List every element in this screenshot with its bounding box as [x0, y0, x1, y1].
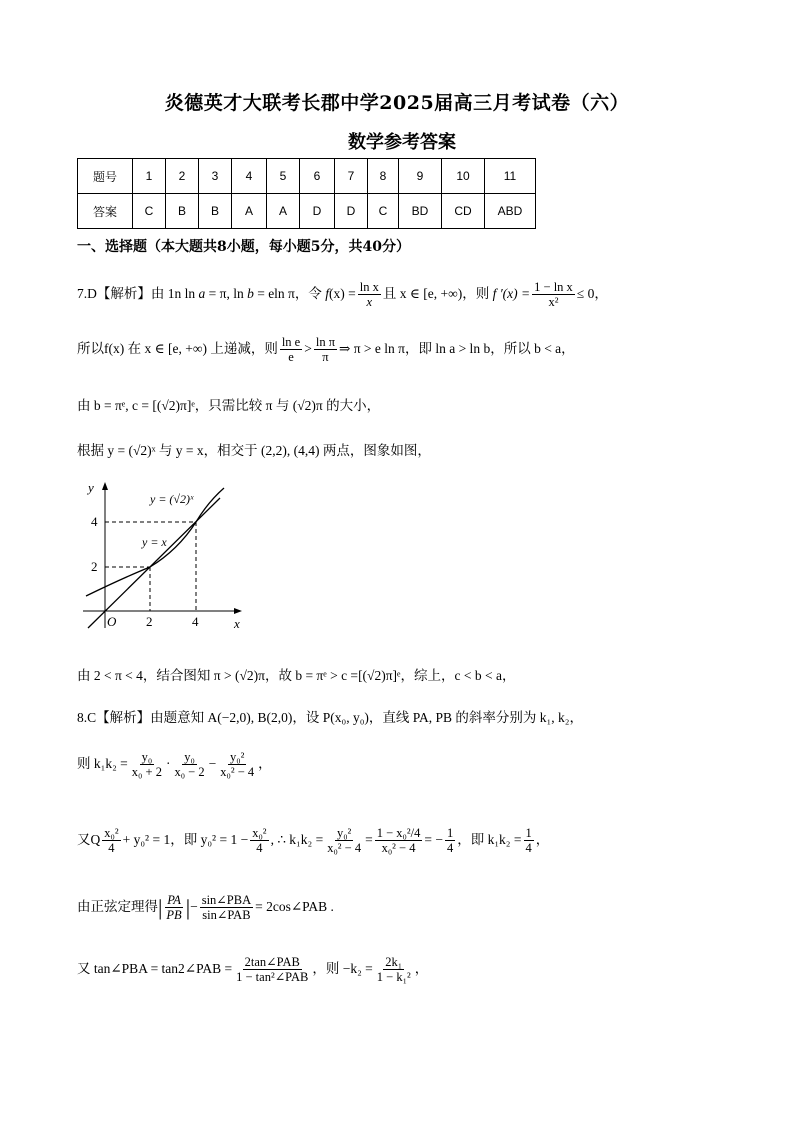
q8-line-5 [77, 955, 428, 985]
fraction: $\frac{\text{y₀}}{\text{x₀ + 2}}$ [131, 750, 162, 780]
text: f ′(x) = [492, 285, 531, 301]
table-cell: 5 [267, 159, 300, 194]
table-cell: 1 [133, 159, 166, 194]
table-cell: 6 [300, 159, 335, 194]
fraction: $\frac{1}{4}$ [525, 826, 532, 856]
q8-line-3 [77, 826, 549, 856]
x-axis-arrow [234, 608, 242, 614]
fraction: $\frac{\text{ln e}}{e}$ [281, 335, 301, 365]
fraction: $\frac{\text{2k₁}}{\text{1 − k₁²}}$ [376, 955, 411, 985]
table-cell: 8 [368, 159, 399, 194]
text: − [208, 755, 217, 771]
table-cell: 7 [335, 159, 368, 194]
text: = − [424, 831, 443, 847]
table-row [78, 159, 536, 194]
line-y-equals-x [88, 498, 220, 628]
text: 由 1n ln [150, 285, 196, 301]
text: = π, ln [208, 285, 244, 301]
text: 又 tan∠PBA = tan2∠PAB = [77, 960, 233, 976]
text: > [304, 340, 312, 356]
table-cell: B [166, 194, 199, 229]
table-cell: BD [399, 194, 442, 229]
fraction: $\frac{\text{x₀²}}{4}$ [104, 826, 119, 856]
text: (x) = [329, 285, 356, 301]
page-title: 炎德英才大联考长郡中学2025届高三月考试卷（六） [164, 92, 630, 114]
section-heading: 一、选择题（本大题共8小题，每小题5分，共40分） [77, 239, 410, 255]
table-row [78, 194, 536, 229]
table-cell: 4 [232, 159, 267, 194]
text: − [190, 898, 198, 914]
table-cell: CD [442, 194, 485, 229]
table-cell: 答案 [78, 194, 133, 229]
q8-tag: 8.C【解析】 [77, 710, 151, 725]
q7-line-1 [77, 280, 608, 310]
fraction: $\frac{\text{1 − x₀²/4}}{\text{x₀² − 4}}$ [376, 826, 421, 856]
fraction: $\frac{\text{sin∠PBA}}{\text{sin∠PAB}}$ [201, 893, 252, 923]
table-cell: C [368, 194, 399, 229]
text: f [325, 285, 330, 301]
table-cell: ABD [485, 194, 536, 229]
table-cell: 2 [166, 159, 199, 194]
table-cell: B [199, 194, 232, 229]
table-cell: 11 [485, 159, 536, 194]
text: = eln π，令 [257, 285, 322, 301]
text: + y₀² = 1，即 y₀² = 1 − [122, 831, 249, 847]
text: = 2cos∠PAB . [255, 898, 334, 914]
x-tick-4: 4 [192, 614, 199, 629]
fraction: $\frac{PA}{PB}$ [166, 893, 182, 923]
text: ， [535, 831, 550, 847]
q7-tag: 7.D【解析】 [77, 285, 151, 301]
page-subtitle: 数学参考答案 [348, 132, 456, 153]
fraction: $\frac{\text{y₀}}{\text{x₀ − 2}}$ [174, 750, 205, 780]
text: , ∴ k₁k₂ = [270, 831, 324, 847]
fraction: $\frac{\text{1 − ln x}}{\text{x²}}$ [534, 280, 573, 310]
fraction: $\frac{1}{4}$ [446, 826, 454, 856]
text: 所以 [77, 340, 104, 356]
curve-label: y = (√2)ˣ [150, 492, 194, 506]
q7-line-2 [77, 335, 575, 365]
fraction: $\frac{\text{x₀²}}{4}$ [252, 826, 267, 856]
fraction: $\frac{\text{ln π}}{\pi}$ [315, 335, 336, 365]
fraction: $\frac{\text{2tan∠PAB}}{\text{1 − tan²∠PAB}}$ [236, 955, 309, 985]
text: ， [258, 755, 272, 771]
text: 由题意知 A(−2,0), B(2,0)，设 P(x₀, y₀)，直线 PA, PB 的斜率分别为 k₁, k₂， [150, 710, 583, 725]
table-cell: 3 [199, 159, 232, 194]
q7-line-4: 根据 y = (√2)ˣ 与 y = x，相交于 (2,2), (4,4) 两点，图象如图， [77, 443, 431, 458]
table-cell: 9 [399, 159, 442, 194]
text: f(x) 在 x ∈ [e, +∞) 上递减，则 [104, 340, 278, 356]
text: 则 k₁k₂ = [77, 755, 128, 771]
text: · [165, 755, 171, 771]
function-graph [78, 478, 248, 638]
q8-line-1 [77, 706, 583, 726]
text: ≤ 0， [576, 285, 608, 301]
line-label: y = x [142, 535, 167, 549]
table-cell: A [267, 194, 300, 229]
text: = [365, 831, 373, 847]
text: ⇒ π > e ln π，即 ln a > ln b，所以 b < a， [339, 340, 575, 356]
table-cell: D [300, 194, 335, 229]
table-cell: A [232, 194, 267, 229]
y-tick-2: 2 [91, 559, 98, 574]
q8-line-2 [77, 750, 272, 780]
text: a [198, 285, 206, 301]
x-axis-label: x [234, 616, 240, 631]
q7-line-3: 由 b = πᵉ, c = [(√2)π]ᵉ，只需比较 π 与 (√2)π 的大小， [77, 398, 381, 413]
table-cell: 题号 [78, 159, 133, 194]
text: b [247, 285, 254, 301]
fraction: $\frac{\text{y₀²}}{\text{x₀² − 4}}$ [327, 826, 362, 856]
fraction: $\frac{\text{ln x}}{x}$ [359, 280, 379, 310]
table-cell: C [133, 194, 166, 229]
y-tick-4: 4 [91, 514, 98, 529]
text: 且 x ∈ [e, +∞)，则 [382, 285, 490, 301]
y-axis-arrow [102, 482, 108, 490]
text: ，则 −k₂ = [312, 960, 373, 976]
table-cell: D [335, 194, 368, 229]
fraction: $\frac{\text{y₀²}}{\text{x₀² − 4}}$ [220, 750, 255, 780]
text: ， [414, 960, 429, 976]
text: ，即 k₁k₂ = [457, 831, 522, 847]
origin-label: O [107, 614, 117, 629]
table-cell: 10 [442, 159, 485, 194]
answer-table [77, 158, 536, 229]
x-tick-2: 2 [146, 614, 153, 629]
q8-line-4: 由正弦定理得| $\frac{PA}{PB}$ |− $\frac{\text{sin∠PBA}}{\text{sin∠PAB}}$ = 2cos∠PAB . [77, 893, 334, 923]
text: 由正弦定理得 [77, 898, 158, 914]
text: 由 2 < π < 4，结合图知 π > (√2)π，故 b = πᵉ > c = [77, 668, 359, 683]
text: 又Q [77, 831, 101, 847]
q7-line-5 [77, 664, 515, 684]
text: [(√2)π]ᵉ [358, 668, 401, 683]
text: ，综上，c < b < a， [400, 668, 516, 683]
y-axis-label: y [88, 480, 94, 495]
